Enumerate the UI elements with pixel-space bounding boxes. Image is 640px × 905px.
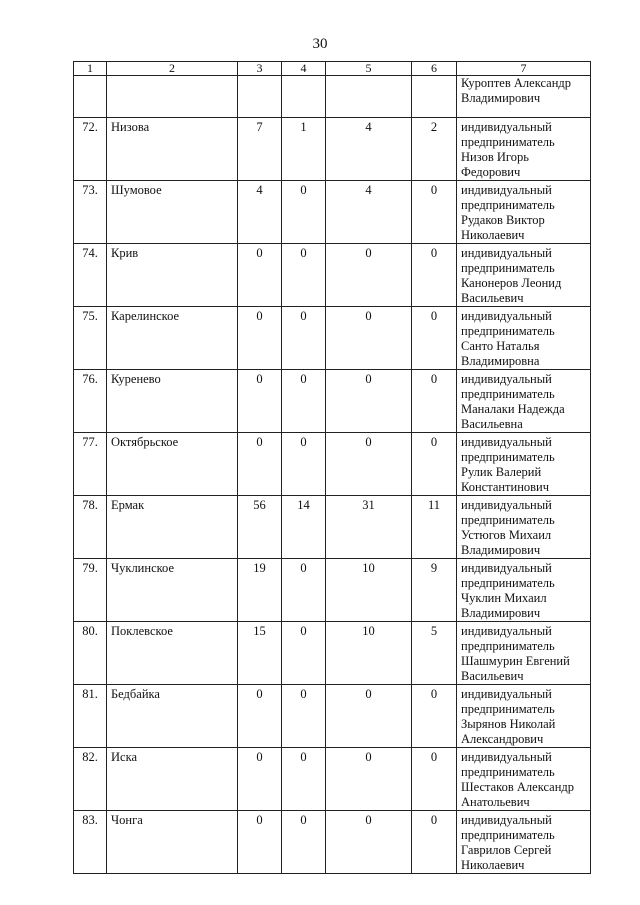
column-header: 2: [107, 62, 238, 76]
operator-line: Александрович: [461, 732, 544, 746]
table-row: [74, 433, 591, 496]
value-cell: 15: [238, 622, 282, 685]
operator-line: предприниматель: [461, 639, 555, 653]
table-body: [74, 62, 591, 874]
value-cell: 0: [238, 748, 282, 811]
row-number-cell: 79.: [74, 559, 107, 622]
value-cell: 0: [282, 685, 326, 748]
table-row: [74, 811, 591, 874]
settlement-cell: [107, 76, 238, 118]
value-cell: 0: [326, 811, 412, 874]
data-table: [73, 61, 591, 874]
operator-cell: [457, 748, 591, 811]
value-cell: 5: [412, 622, 457, 685]
settlement-cell: Октябрьское: [107, 433, 238, 496]
table-row: [74, 559, 591, 622]
value-cell: 0: [326, 748, 412, 811]
operator-line: Шестаков Александр: [461, 780, 575, 794]
table-row: [74, 496, 591, 559]
column-header: 7: [457, 62, 591, 76]
column-header: 6: [412, 62, 457, 76]
operator-line: Владимирович: [461, 543, 541, 557]
value-cell: 0: [282, 244, 326, 307]
operator-line: Рудаков Виктор: [461, 213, 545, 227]
value-cell: [412, 76, 457, 118]
table-row: [74, 748, 591, 811]
operator-line: индивидуальный: [461, 309, 552, 323]
operator-line: предприниматель: [461, 198, 555, 212]
operator-cell: [457, 811, 591, 874]
value-cell: 4: [238, 181, 282, 244]
operator-line: Санто Наталья: [461, 339, 540, 353]
operator-line: Константинович: [461, 480, 550, 494]
operator-line: Низов Игорь: [461, 150, 529, 164]
value-cell: 31: [326, 496, 412, 559]
page-number: 30: [312, 36, 328, 52]
continuation-row: [74, 76, 591, 118]
value-cell: 0: [412, 811, 457, 874]
settlement-cell: Карелинское: [107, 307, 238, 370]
operator-line: индивидуальный: [461, 246, 552, 260]
value-cell: 9: [412, 559, 457, 622]
settlement-cell: Чонга: [107, 811, 238, 874]
value-cell: 10: [326, 559, 412, 622]
value-cell: 0: [282, 181, 326, 244]
operator-line: Устюгов Михаил: [461, 528, 552, 542]
operator-line: предприниматель: [461, 576, 555, 590]
row-number-cell: 75.: [74, 307, 107, 370]
operator-cell: [457, 307, 591, 370]
value-cell: 0: [412, 370, 457, 433]
operator-line: индивидуальный: [461, 498, 552, 512]
value-cell: 0: [238, 307, 282, 370]
value-cell: 0: [412, 685, 457, 748]
row-number-cell: [74, 76, 107, 118]
value-cell: 0: [238, 370, 282, 433]
value-cell: 14: [282, 496, 326, 559]
operator-line: индивидуальный: [461, 561, 552, 575]
operator-line: индивидуальный: [461, 120, 552, 134]
value-cell: 4: [326, 181, 412, 244]
operator-cell: [457, 244, 591, 307]
operator-line: Зырянов Николай: [461, 717, 556, 731]
operator-line: предприниматель: [461, 324, 555, 338]
operator-cell: [457, 433, 591, 496]
operator-cell: [457, 76, 591, 118]
value-cell: 0: [326, 370, 412, 433]
operator-line: Николаевич: [461, 228, 525, 242]
value-cell: 0: [282, 370, 326, 433]
value-cell: 19: [238, 559, 282, 622]
operator-line: Шашмурин Евгений: [461, 654, 570, 668]
row-number-cell: 82.: [74, 748, 107, 811]
value-cell: 0: [282, 748, 326, 811]
operator-line: Гаврилов Сергей: [461, 843, 552, 857]
value-cell: 0: [412, 433, 457, 496]
operator-line: индивидуальный: [461, 183, 552, 197]
settlement-cell: Низова: [107, 118, 238, 181]
value-cell: 0: [412, 244, 457, 307]
operator-line: Федорович: [461, 165, 521, 179]
value-cell: 2: [412, 118, 457, 181]
operator-line: предприниматель: [461, 828, 555, 842]
operator-line: Васильевич: [461, 669, 524, 683]
table-row: [74, 370, 591, 433]
row-number-cell: 77.: [74, 433, 107, 496]
value-cell: 0: [326, 433, 412, 496]
row-number-cell: 78.: [74, 496, 107, 559]
settlement-cell: Поклевское: [107, 622, 238, 685]
value-cell: [326, 76, 412, 118]
value-cell: 56: [238, 496, 282, 559]
operator-line: Владимирович: [461, 606, 541, 620]
value-cell: 10: [326, 622, 412, 685]
value-cell: [238, 76, 282, 118]
operator-line: индивидуальный: [461, 813, 552, 827]
operator-line: Рулик Валерий: [461, 465, 542, 479]
operator-line: Маналаки Надежда: [461, 402, 565, 416]
table-row: [74, 244, 591, 307]
operator-line: Анатольевич: [461, 795, 530, 809]
operator-line: Канонеров Леонид: [461, 276, 562, 290]
value-cell: 0: [326, 685, 412, 748]
column-header: 3: [238, 62, 282, 76]
value-cell: 0: [282, 622, 326, 685]
table-row: [74, 118, 591, 181]
operator-line: предприниматель: [461, 702, 555, 716]
value-cell: 0: [326, 307, 412, 370]
operator-cell: [457, 118, 591, 181]
operator-line: Васильевна: [461, 417, 523, 431]
column-header: 1: [74, 62, 107, 76]
operator-line: Куроптев Александр: [461, 76, 571, 90]
row-number-cell: 72.: [74, 118, 107, 181]
value-cell: 0: [412, 181, 457, 244]
value-cell: 0: [326, 244, 412, 307]
operator-line: индивидуальный: [461, 687, 552, 701]
value-cell: 0: [238, 433, 282, 496]
settlement-cell: Бедбайка: [107, 685, 238, 748]
operator-line: Владимировна: [461, 354, 540, 368]
operator-line: предприниматель: [461, 765, 555, 779]
value-cell: [282, 76, 326, 118]
operator-line: предприниматель: [461, 387, 555, 401]
operator-cell: [457, 370, 591, 433]
operator-line: Васильевич: [461, 291, 524, 305]
settlement-cell: Ермак: [107, 496, 238, 559]
operator-cell: [457, 685, 591, 748]
value-cell: 7: [238, 118, 282, 181]
operator-cell: [457, 181, 591, 244]
operator-line: Владимирович: [461, 91, 541, 105]
value-cell: 0: [282, 559, 326, 622]
operator-cell: [457, 622, 591, 685]
value-cell: 0: [412, 307, 457, 370]
settlement-cell: Куренево: [107, 370, 238, 433]
operator-cell: [457, 559, 591, 622]
settlement-cell: Иска: [107, 748, 238, 811]
column-header: 5: [326, 62, 412, 76]
settlement-cell: Шумовое: [107, 181, 238, 244]
settlement-cell: Чуклинское: [107, 559, 238, 622]
operator-line: предприниматель: [461, 513, 555, 527]
operator-line: индивидуальный: [461, 435, 552, 449]
value-cell: 1: [282, 118, 326, 181]
operator-cell: [457, 496, 591, 559]
table-row: [74, 181, 591, 244]
operator-line: индивидуальный: [461, 624, 552, 638]
value-cell: 0: [238, 811, 282, 874]
value-cell: 4: [326, 118, 412, 181]
row-number-cell: 80.: [74, 622, 107, 685]
row-number-cell: 74.: [74, 244, 107, 307]
value-cell: 0: [238, 244, 282, 307]
operator-line: предприниматель: [461, 450, 555, 464]
operator-line: предприниматель: [461, 135, 555, 149]
value-cell: 0: [282, 307, 326, 370]
operator-line: Чуклин Михаил: [461, 591, 547, 605]
operator-line: индивидуальный: [461, 372, 552, 386]
row-number-cell: 81.: [74, 685, 107, 748]
operator-line: индивидуальный: [461, 750, 552, 764]
value-cell: 0: [238, 685, 282, 748]
table-row: [74, 622, 591, 685]
value-cell: 0: [412, 748, 457, 811]
value-cell: 0: [282, 433, 326, 496]
operator-line: Николаевич: [461, 858, 525, 872]
row-number-cell: 83.: [74, 811, 107, 874]
operator-line: предприниматель: [461, 261, 555, 275]
column-header: 4: [282, 62, 326, 76]
row-number-cell: 73.: [74, 181, 107, 244]
table-row: [74, 307, 591, 370]
row-number-cell: 76.: [74, 370, 107, 433]
table-header-row: [74, 62, 591, 76]
settlement-cell: Крив: [107, 244, 238, 307]
value-cell: 11: [412, 496, 457, 559]
value-cell: 0: [282, 811, 326, 874]
table-row: [74, 685, 591, 748]
